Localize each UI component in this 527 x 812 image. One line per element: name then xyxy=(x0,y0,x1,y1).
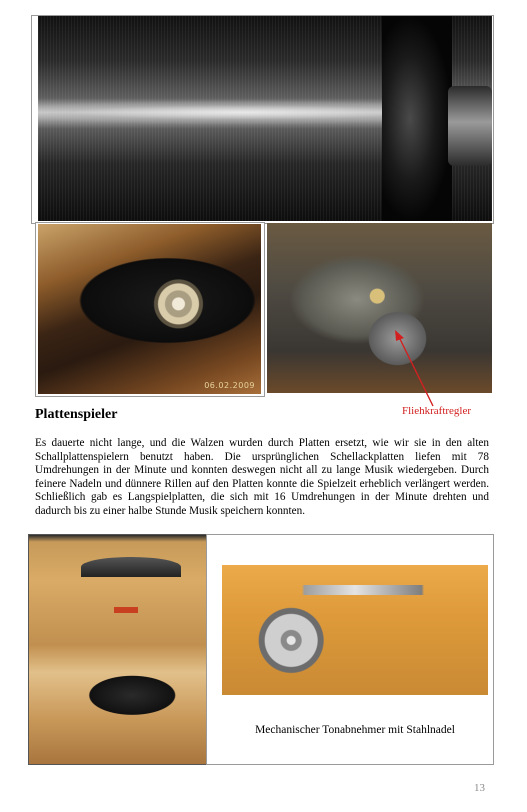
page-number: 13 xyxy=(474,782,485,794)
cylinder-endcap xyxy=(382,16,452,221)
callout-arrow xyxy=(390,330,440,410)
phonograph-photo xyxy=(38,224,261,394)
photo-date-stamp: 06.02.2009 xyxy=(204,381,255,390)
cylinder-photo xyxy=(38,16,492,221)
body-paragraph: Es dauerte nicht lange, und die Walzen wurden durch Platten ersetzt, wie wir sie in den alten Schallplattenspielern benutzt haben. Die ursprünglichen Schellackplatten liefen mit 78 Umdrehungen in der Minute und konnten deswegen nicht all zu lange Musik wiedergeben. Durch feinere Nadeln und dünnere Rillen auf den Platten konnte die Spielzeit erheblich verlängert werden. Schließlich gab es Langspielplatten, die sich mit 16 Umdrehungen in der Minute drehten und dadurch bis zu einer halbe Stunde Musik speichern konnten. xyxy=(35,437,489,517)
lid-record xyxy=(81,557,181,577)
lid-sticker xyxy=(114,607,138,613)
photo-caption: Mechanischer Tonabnehmer mit Stahlnadel xyxy=(255,724,455,736)
gramophone-photo xyxy=(28,534,208,765)
cylinder-knob xyxy=(448,86,492,166)
governor-mechanism-photo xyxy=(267,223,492,393)
section-title: Plattenspieler xyxy=(35,407,118,422)
callout-label: Fliehkraftregler xyxy=(402,405,472,417)
tonearm-photo xyxy=(222,565,488,695)
